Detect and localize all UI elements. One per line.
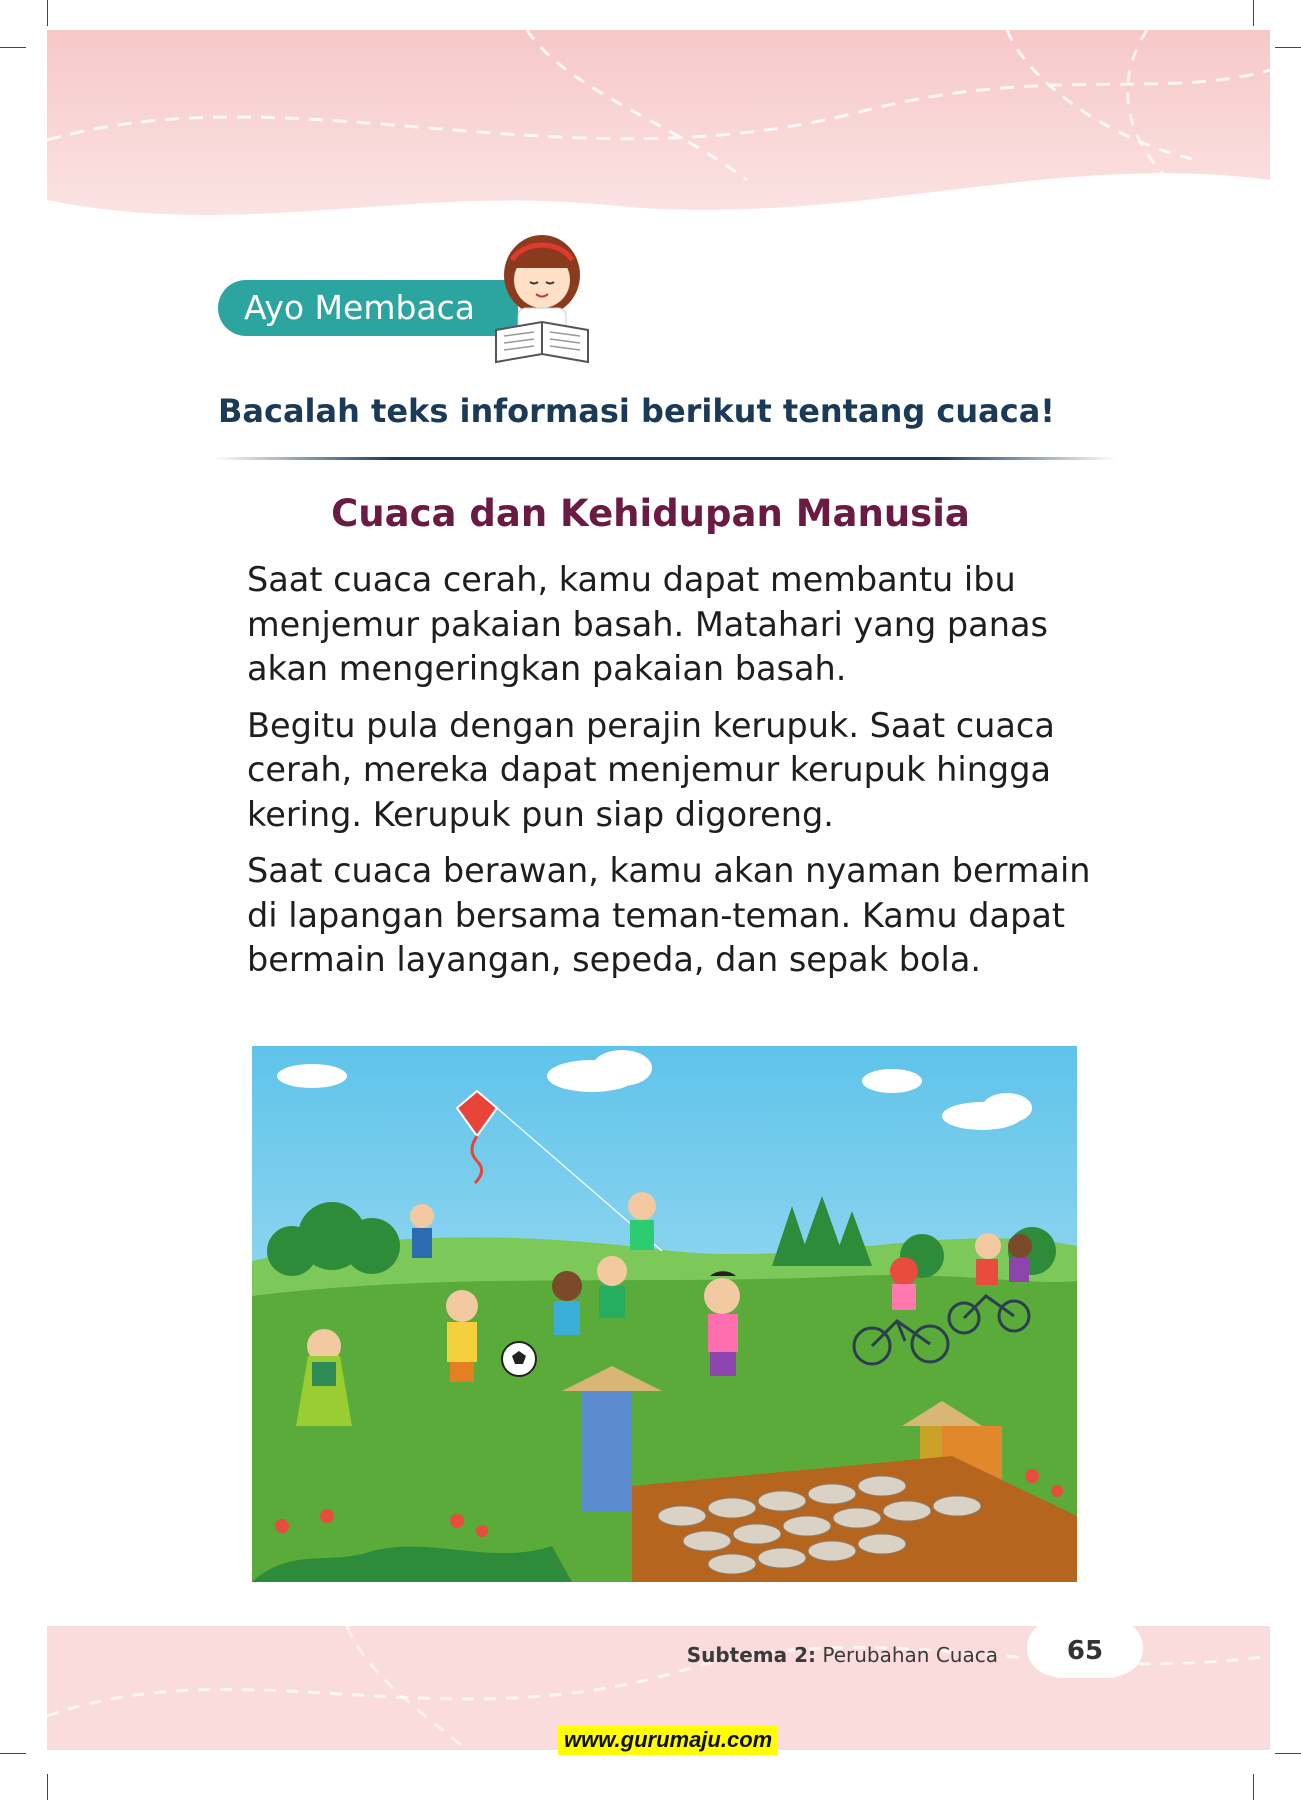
soccer-ball-icon [502,1342,536,1376]
section-tab-ayo-membaca [218,280,518,336]
divider [214,457,1116,460]
article-body [247,558,1097,995]
article-paragraph: Saat cuaca berawan, kamu akan nyaman bermain di lapangan bersama teman-teman. Kamu dapat bermain layangan, sepeda, dan sepak bola. [247,851,1091,979]
girl-reading-icon [490,230,600,370]
crop-mark [1253,1774,1254,1800]
article-title: Cuaca dan Kehidupan Manusia [331,492,970,535]
playground-illustration [252,1046,1077,1582]
crop-mark [0,47,26,48]
page-number: 65 [1066,1636,1104,1666]
article-paragraph: Begitu pula dengan perajin kerupuk. Saat cuaca cerah, mereka dapat menjemur kerupuk hingga kering. Kerupuk pun siap digoreng. [247,705,1055,834]
crop-mark [1253,0,1254,26]
instruction-text: Bacalah teks informasi berikut tentang cuaca! [218,392,1055,430]
crop-mark [47,0,48,26]
footer-subtheme-name: Perubahan Cuaca [822,1643,998,1667]
crop-mark [0,1753,26,1754]
watermark-url: www.gurumaju.com [558,1725,778,1755]
section-tab-label: Ayo Membaca [244,288,475,327]
footer-subtheme-label: Subtema 2: [686,1643,817,1667]
crop-mark [47,1774,48,1800]
article-paragraph: Saat cuaca cerah, kamu dapat membantu ibu menjemur pakaian basah. Matahari yang panas akan mengeringkan pakaian basah. [247,560,1048,688]
crop-mark [1275,47,1301,48]
crop-mark [1275,1753,1301,1754]
footer-subtheme [687,1643,998,1667]
header-decoration [47,30,1270,230]
